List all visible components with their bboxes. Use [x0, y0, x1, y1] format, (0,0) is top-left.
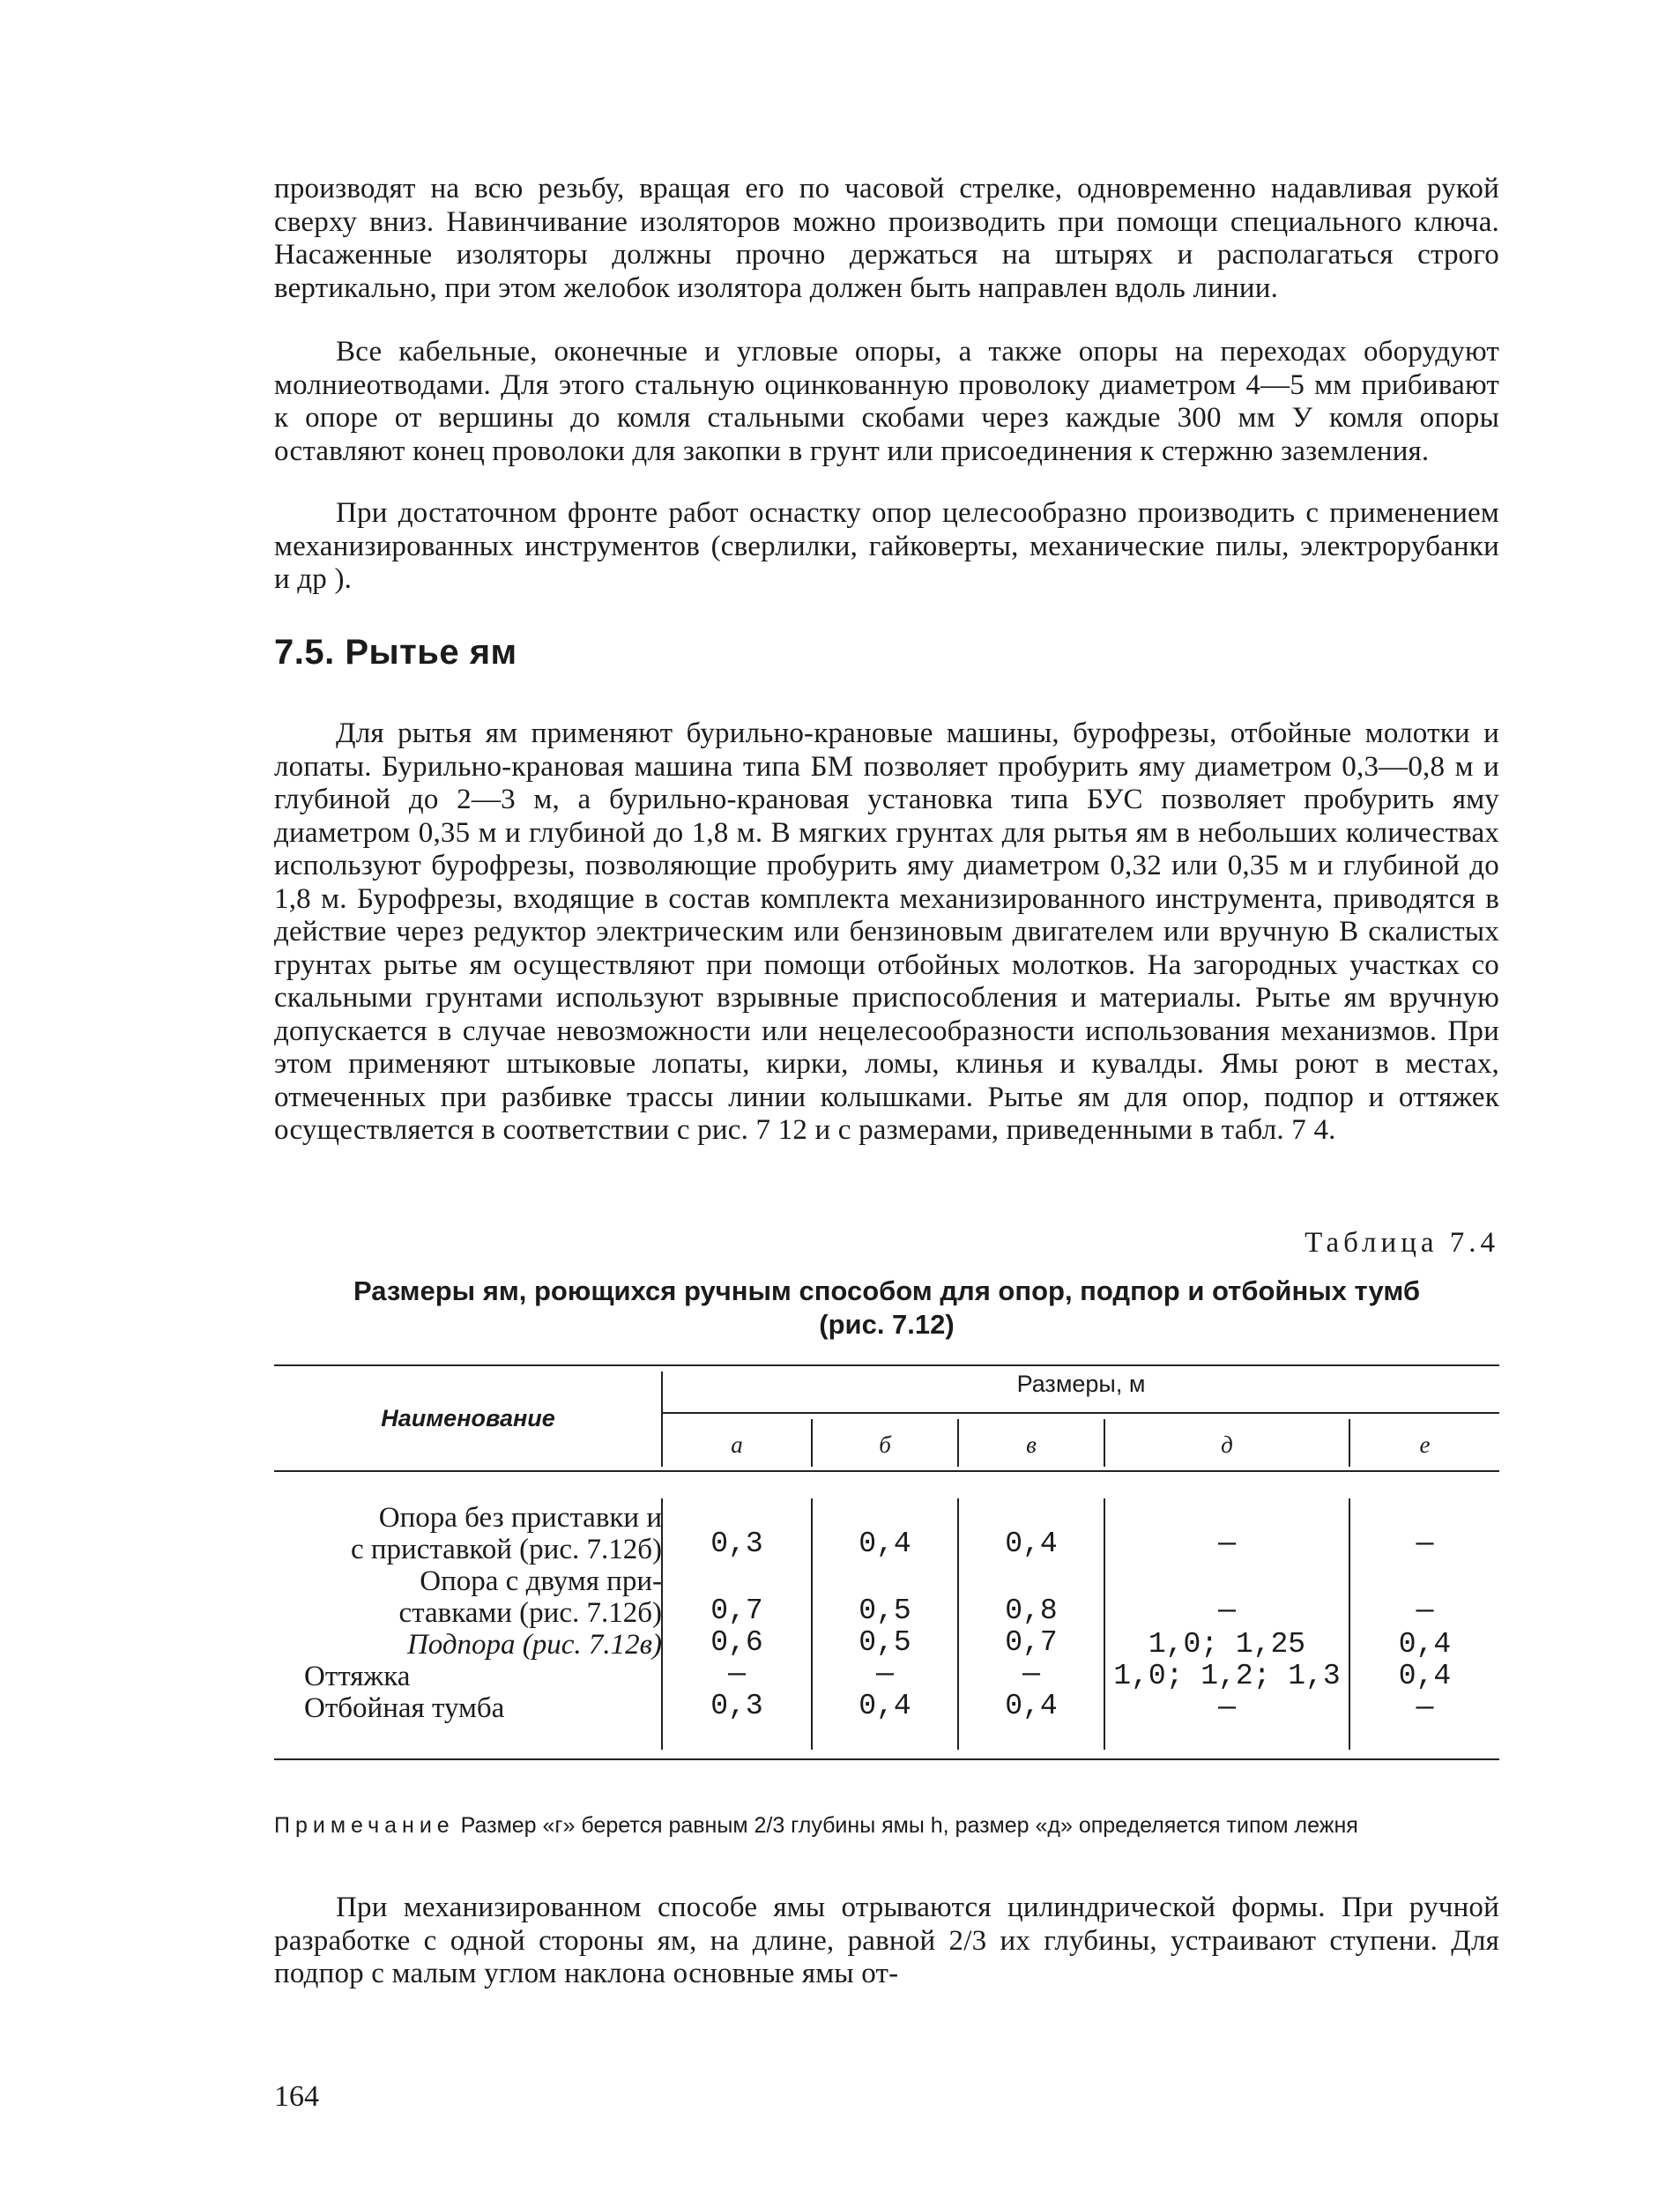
table-cell: 0,5	[859, 1595, 911, 1627]
table-note	[274, 1812, 1499, 1839]
table-cell: 1,0; 1,25	[1148, 1628, 1306, 1661]
header-col-a: а	[731, 1431, 743, 1458]
table-row-name: Оттяжка	[304, 1661, 411, 1692]
header-col-v: в	[1026, 1431, 1037, 1458]
table-cell: 0,6	[710, 1626, 763, 1659]
note-lead: Примечание	[274, 1813, 455, 1838]
table-sizes-rule	[663, 1412, 1499, 1414]
table-title	[274, 1275, 1499, 1342]
table-cell: 0,5	[859, 1626, 911, 1659]
table-top-rule	[274, 1364, 1499, 1366]
table-cell: 0,4	[1398, 1660, 1452, 1692]
table-cell: —	[1022, 1658, 1040, 1691]
table-cell: —	[1218, 1595, 1236, 1627]
table-row-name: Опора с двумя при- ставками (рис. 7.12б)	[398, 1565, 662, 1629]
table-cell: —	[1416, 1691, 1434, 1724]
table-cell: 0,4	[1005, 1528, 1058, 1560]
paragraph-mechanized-digging: При механизированном способе ямы отрываются цилиндрической формы. При ручной разработке с одной стороны ям, на длине, равной 2/3 их глубины, устраивают ступени. Для подпор с малым углом наклона основные ямы от-	[274, 1892, 1499, 1989]
note-text: Размер «г» берется равным 2/3 глубины ямы h, размер «д» определяется типом лежня	[460, 1813, 1358, 1838]
paragraph-insulators: производят на всю резьбу, вращая его по часовой стрелке, одновременно надавливая рукой сверху вниз. Навинчивание изоляторов можно производить при помощи специального ключа. Насаженные изоляторы должны прочно держаться на штырях и располагаться строго вертикально, при этом желобок изолятора должен быть направлен вдоль линии.	[274, 173, 1499, 304]
table-cell: —	[1218, 1691, 1236, 1724]
table-cell: —	[876, 1658, 894, 1691]
header-sizes: Размеры, м	[1016, 1371, 1146, 1397]
table-row-name: Отбойная тумба	[304, 1692, 505, 1724]
table-cell: 0,3	[710, 1690, 763, 1722]
paragraph-lightning-rods: Все кабельные, оконечные и угловые опоры, а также опоры на переходах оборудуют молниеотводами. Для этого стальную оцинкованную проволоку диаметром 4—5 мм прибивают к опоре от вершины до комля стальными скобами через каждые 300 мм У комля опоры оставляют конец проволоки для закопки в грунт или присоединения к стержню заземления.	[274, 336, 1499, 467]
table-cell: —	[1416, 1528, 1434, 1560]
header-col-e: е	[1419, 1431, 1431, 1458]
table-cell: 0,3	[710, 1528, 763, 1560]
paragraph-mechanized-tools: При достаточном фронте работ оснастку опор целесообразно производить с применением механизированных инструментов (сверлилки, гайковерты, механические пилы, электрорубанки и др ).	[274, 497, 1499, 595]
table-cell: 1,0; 1,2; 1,3	[1113, 1660, 1341, 1692]
page-number: 164	[274, 2080, 319, 2113]
table-title-line2: (рис. 7.12)	[819, 1309, 955, 1340]
table-cell: 0,4	[1005, 1690, 1058, 1722]
table-bottom-rule	[274, 1758, 1499, 1760]
table-row-name: Подпора (рис. 7.12в)	[406, 1629, 662, 1661]
table-cell: 0,4	[859, 1528, 911, 1560]
table-cell: —	[1416, 1595, 1434, 1627]
table-cell: —	[1218, 1528, 1236, 1560]
table-header-rule	[274, 1470, 1499, 1472]
table-cell: 0,8	[1005, 1595, 1058, 1627]
table-cell: 0,7	[1005, 1626, 1058, 1659]
header-col-b: б	[879, 1431, 891, 1458]
table-cell: 0,4	[859, 1690, 911, 1722]
table-cell: 0,4	[1398, 1628, 1452, 1661]
section-heading: 7.5. Рытье ям	[274, 633, 517, 672]
paragraph-digging-pits: Для рытья ям применяют бурильно-крановые машины, бурофрезы, отбойные молотки и лопаты. Бурильно-крановая машина типа БМ позволяет пробурить яму диаметром 0,3—0,8 м и глубиной до 2—3 м, а бурильно-крановая установка типа БУС позволяет пробурить яму диаметром 0,35 м и глубиной до 1,8 м. В мягких грунтах для рытья ям в небольших количествах используют бурофрезы, позволяющие пробурить яму диаметром 0,32 или 0,35 м и глубиной до 1,8 м. Бурофрезы, входящие в состав комплекта механизированного инструмента, приводятся в действие через редуктор электрическим или бензиновым двигателем или вручную В скалистых грунтах рытье ям осуществляют при помощи отбойных молотков. На загородных участках со скальными грунтами используют взрывные приспособления и материалы. Рытье ям вручную допускается в случае невозможности или нецелесообразности использования механизмов. При этом применяют штыковые лопаты, кирки, ломы, клинья и кувалды. Ямы роют в местах, отмеченных при разбивке трассы линии колышками. Рытье ям для опор, подпор и оттяжек осуществляется в соответствии с рис. 7 12 и с размерами, приведенными в табл. 7 4.	[274, 717, 1499, 1146]
table-cell: 0,7	[710, 1595, 763, 1627]
header-col-d: д	[1221, 1431, 1233, 1458]
table-row-name: Опора без приставки и с приставкой (рис. 7.12б)	[350, 1502, 662, 1565]
table-cell: —	[728, 1658, 746, 1691]
header-name: Наименование	[381, 1405, 555, 1431]
table-number: Таблица 7.4	[1305, 1227, 1499, 1259]
table-title-line1: Размеры ям, роющихся ручным способом для опор, подпор и отбойных тумб	[353, 1275, 1420, 1306]
